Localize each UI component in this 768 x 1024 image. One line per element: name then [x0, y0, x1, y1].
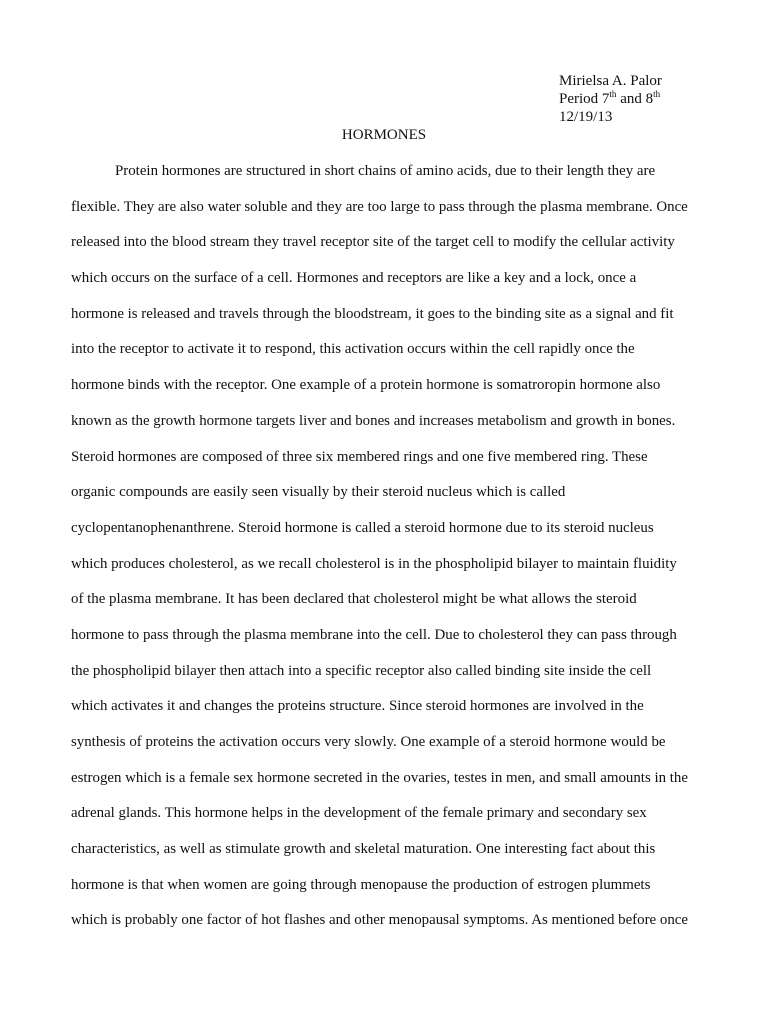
body-line: hormone is that when women are going through menopause the production of estrogen plummets	[71, 876, 651, 893]
body-line: Steroid hormones are composed of three six membered rings and one five membered ring. These	[71, 448, 648, 465]
body-line: cyclopentanophenanthrene. Steroid hormone is called a steroid hormone due to its steroid nucleus	[71, 519, 654, 536]
header-block	[559, 72, 662, 126]
body-line: organic compounds are easily seen visually by their steroid nucleus which is called	[71, 484, 566, 501]
body-line: into the receptor to activate it to respond, this activation occurs within the cell rapidly once the	[71, 341, 635, 358]
body-line: which activates it and changes the proteins structure. Since steroid hormones are involved in the	[71, 698, 644, 715]
body-line: the phospholipid bilayer then attach into a specific receptor also called binding site inside the cell	[71, 662, 652, 679]
body-line: flexible. They are also water soluble and they are too large to pass through the plasma membrane. Once	[71, 198, 688, 215]
body-line: characteristics, as well as stimulate growth and skeletal maturation. One interesting fact about this	[71, 841, 656, 858]
body-line: released into the blood stream they travel receptor site of the target cell to modify the cellular activity	[71, 234, 675, 251]
body-line: estrogen which is a female sex hormone secreted in the ovaries, testes in men, and small amounts in the	[71, 769, 688, 786]
body-line: which occurs on the surface of a cell. Hormones and receptors are like a key and a lock, once a	[71, 270, 637, 287]
body-paragraph	[71, 161, 701, 946]
body-line: of the plasma membrane. It has been declared that cholesterol might be what allows the steroid	[71, 591, 637, 608]
period-superscript-1: th	[609, 89, 617, 99]
body-line: hormone binds with the receptor. One example of a protein hormone is somatroropin hormone also	[71, 377, 661, 394]
period-prefix: Period 7	[559, 91, 610, 107]
body-line: which is probably one factor of hot flashes and other menopausal symptoms. As mentioned before once	[71, 912, 688, 929]
body-line: known as the growth hormone targets liver and bones and increases metabolism and growth in bones.	[71, 412, 676, 429]
body-line: which produces cholesterol, as we recall cholesterol is in the phospholipid bilayer to maintain fluidity	[71, 555, 677, 572]
body-line: Protein hormones are structured in short chains of amino acids, due to their length they are	[115, 163, 656, 179]
body-line: hormone is released and travels through the bloodstream, it goes to the binding site as a signal and fit	[71, 305, 674, 322]
body-line: synthesis of proteins the activation occurs very slowly. One example of a steroid hormone would be	[71, 734, 666, 750]
period-superscript-2: th	[653, 89, 661, 99]
class-period	[559, 90, 662, 108]
body-line: adrenal glands. This hormone helps in the development of the female primary and secondary sex	[71, 805, 647, 822]
document-title: HORMONES	[341, 127, 427, 143]
author-name: Mirielsa A. Palor	[559, 73, 662, 89]
date: 12/19/13	[559, 109, 613, 125]
period-mid: and 8	[616, 91, 654, 107]
body-line: hormone to pass through the plasma membrane into the cell. Due to cholesterol they can pass through	[71, 626, 677, 643]
